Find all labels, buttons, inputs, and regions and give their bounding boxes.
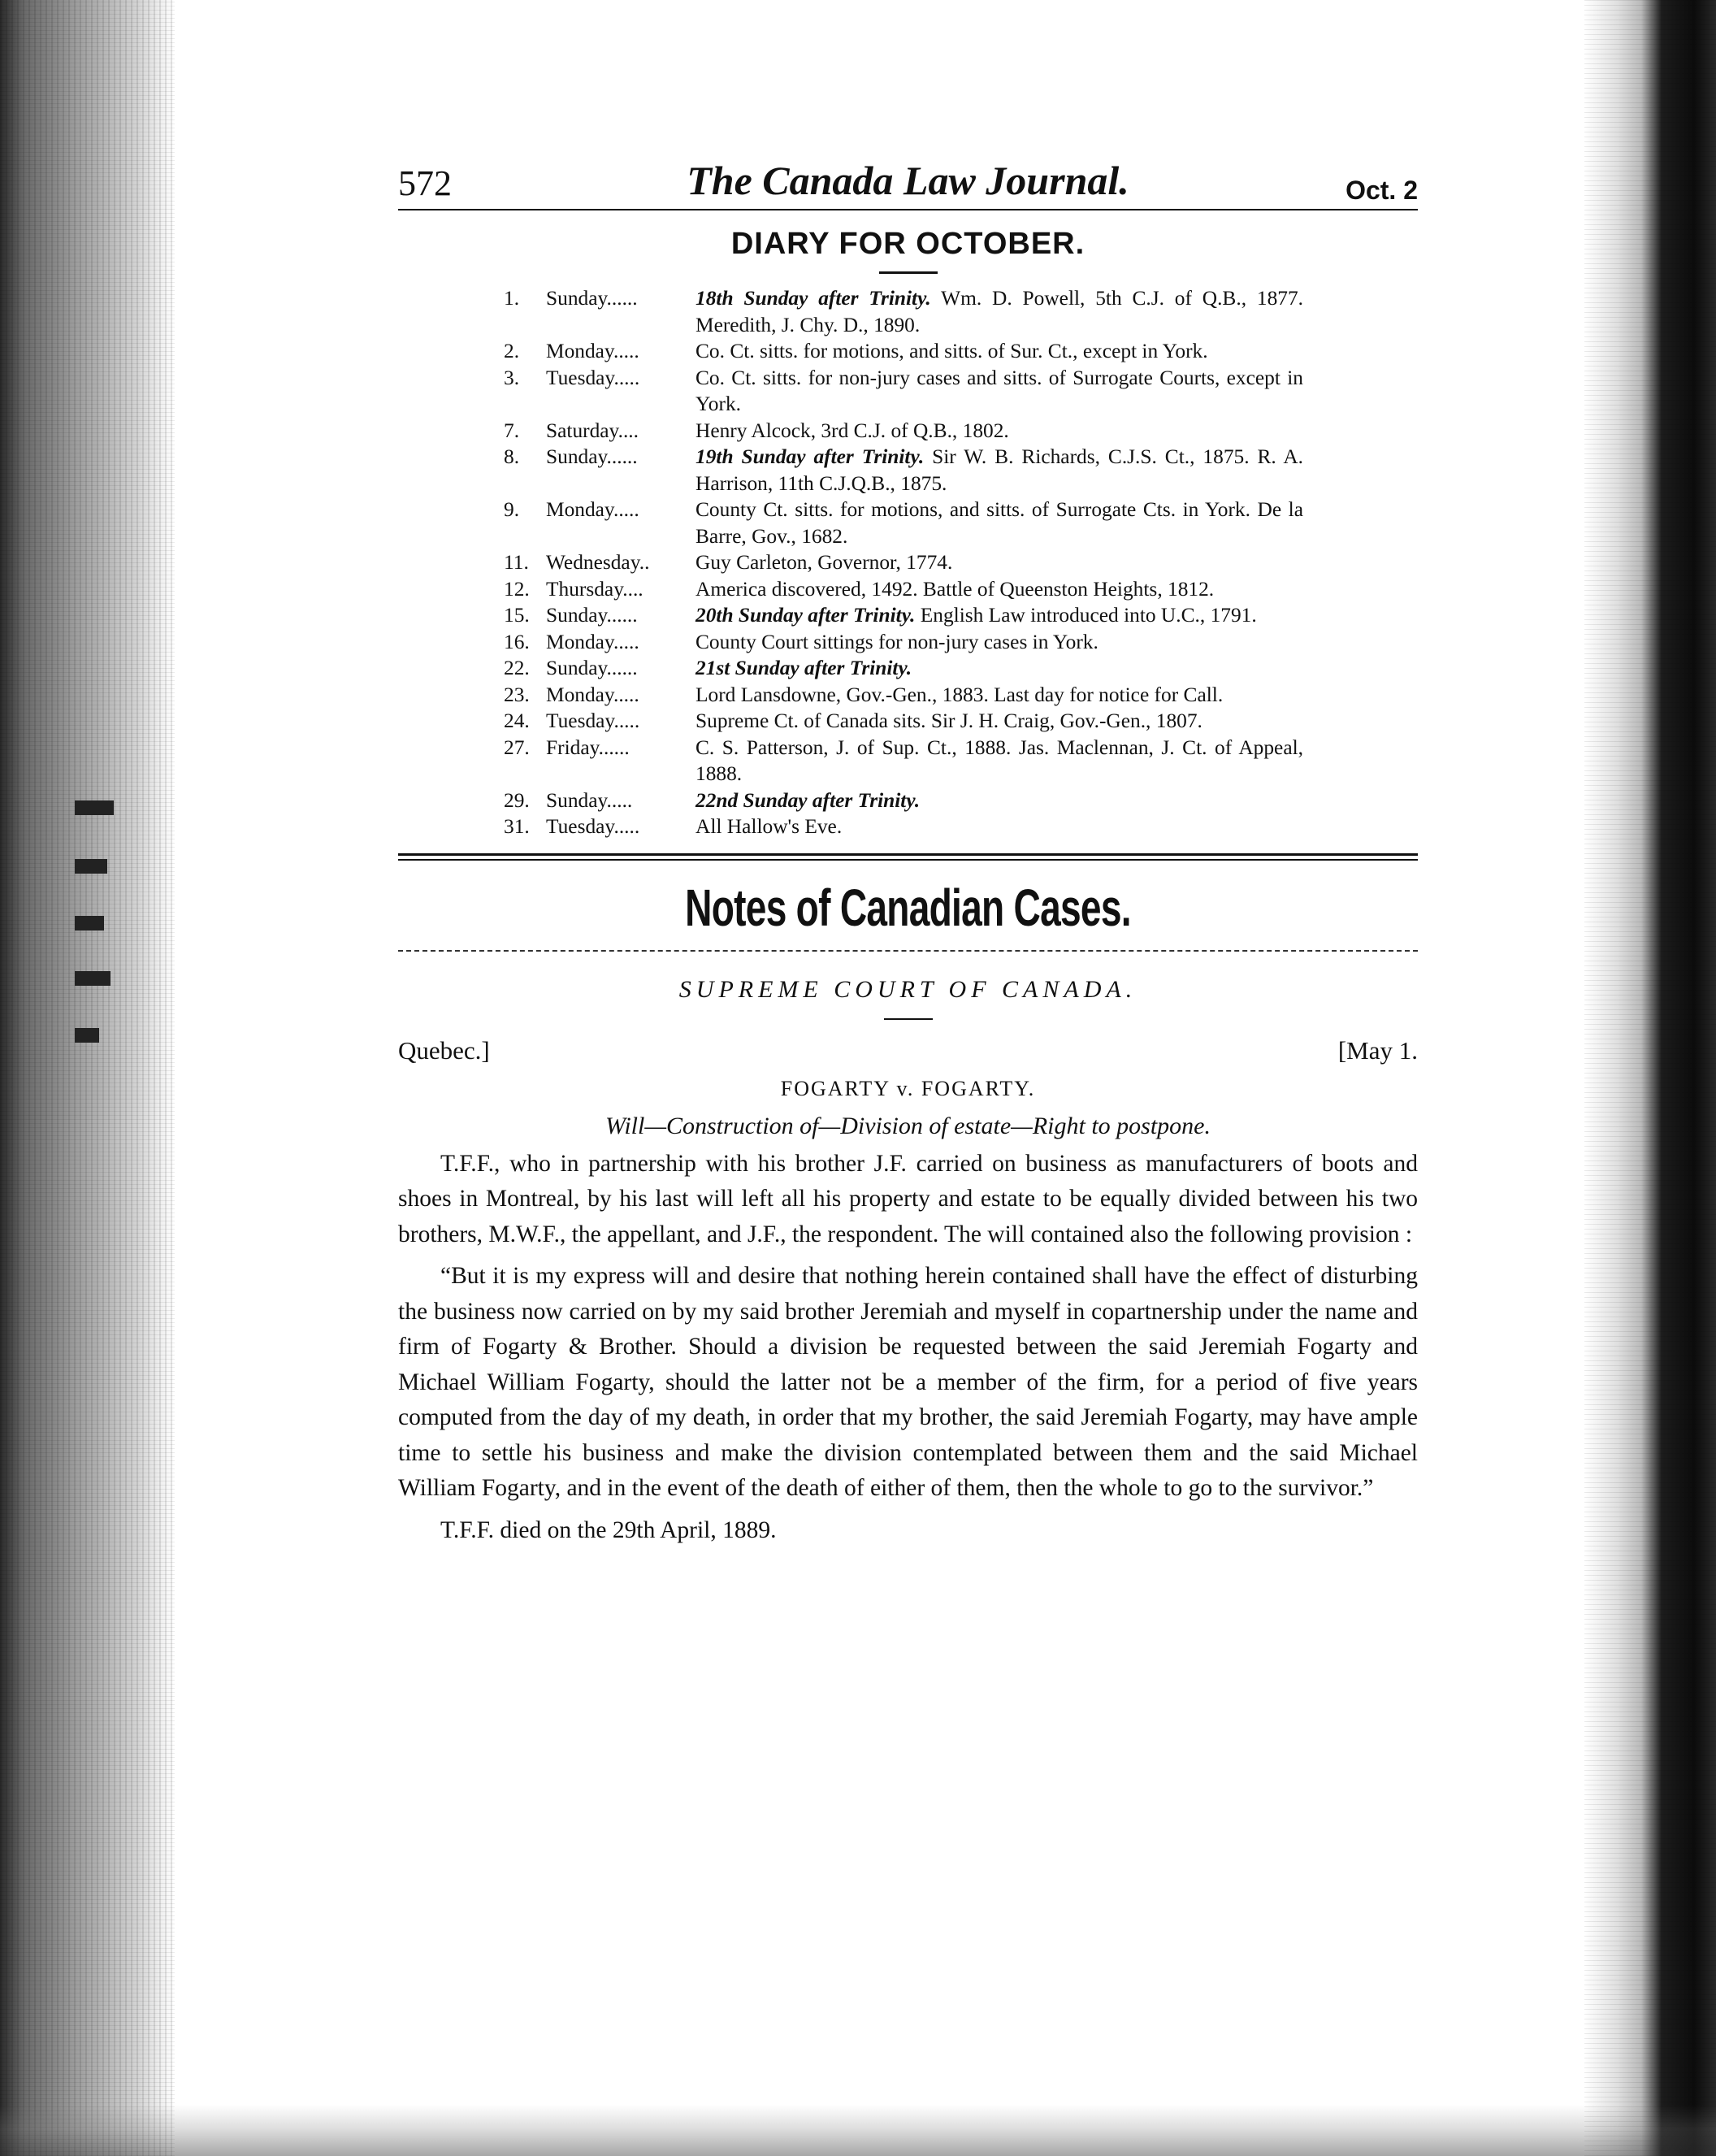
diary-entry xyxy=(504,338,1303,365)
diary-entry-text xyxy=(696,365,1303,418)
diary-entry-number: 27. xyxy=(504,735,530,759)
diary-entry-text xyxy=(696,444,1303,497)
diary-entry xyxy=(504,576,1303,603)
diary-entry-day: Wednesday.. xyxy=(546,551,650,574)
diary-entry xyxy=(504,285,1303,338)
diary-entry xyxy=(504,629,1303,656)
diary-note: Co. Ct. sitts. for non-jury cases and sitts. of Surrogate Courts, except in York. xyxy=(696,366,1303,415)
diary-entry-text xyxy=(696,735,1303,787)
diary-feast-name: 21st Sunday after Trinity. xyxy=(696,657,912,679)
diary-note: County Court sittings for non-jury cases in York. xyxy=(696,630,1098,653)
page-header xyxy=(398,158,1418,210)
diary-entry-text xyxy=(696,418,1303,445)
divider xyxy=(884,1018,933,1020)
diary-entry-number: 23. xyxy=(504,683,530,706)
diary-entry-day: Sunday...... xyxy=(546,287,638,310)
diary-entry xyxy=(504,813,1303,840)
diary-entry-text xyxy=(696,602,1303,629)
case-headnote: Will—Construction of—Division of estate—Right to postpone. xyxy=(604,1112,1211,1139)
court-name: SUPREME COURT OF CANADA. xyxy=(678,975,1138,1003)
margin-marks xyxy=(75,800,124,1061)
diary-entry-number: 3. xyxy=(504,366,520,389)
diary-note: Sir W. B. Richards, C.J.S. Ct., 1875. R. A. Harrison, 11th C.J.Q.B., 1875. xyxy=(696,445,1303,495)
diary-note: Henry Alcock, 3rd C.J. of Q.B., 1802. xyxy=(696,419,1009,442)
diary-feast-name: 20th Sunday after Trinity. xyxy=(696,604,916,627)
diary-entry xyxy=(504,549,1303,576)
diary-entry xyxy=(504,655,1303,682)
case-meta xyxy=(398,1036,1418,1072)
diary-entry-day: Tuesday..... xyxy=(546,815,640,838)
diary-entry-number: 24. xyxy=(504,709,530,732)
diary-title: DIARY FOR OCTOBER. xyxy=(730,227,1086,261)
diary-entry-number: 15. xyxy=(504,604,530,627)
diary-entry-text xyxy=(696,497,1303,549)
diary-entry-number: 8. xyxy=(504,445,520,468)
diary-note: America discovered, 1492. Battle of Queenston Heights, 1812. xyxy=(696,577,1215,601)
diary-entry-number: 16. xyxy=(504,630,530,653)
diary-entry-day: Monday..... xyxy=(546,683,639,706)
diary-entry-day: Monday..... xyxy=(546,498,639,521)
case-paragraph: T.F.F., who in partnership with his brother J.F. carried on business as manufacturers of boots and shoes in Montreal, by his last will left all his property and estate to be equally divided between his two brothers, M.W.F., the appellant, and J.F., the respondent. The will contained also the following provision : xyxy=(398,1150,1418,1247)
case-title: FOGARTY v. FOGARTY. xyxy=(780,1076,1036,1100)
diary-feast-name: 22nd Sunday after Trinity. xyxy=(696,788,921,812)
diary-entry xyxy=(504,444,1303,497)
diary-note: Guy Carleton, Governor, 1774. xyxy=(696,551,953,574)
diary-feast-name: 19th Sunday after Trinity. xyxy=(696,445,925,468)
diary-entry-text xyxy=(696,813,1303,840)
diary-note: C. S. Patterson, J. of Sup. Ct., 1888. Jas. Maclennan, J. Ct. of Appeal, 1888. xyxy=(696,735,1303,785)
diary-entry xyxy=(504,418,1303,445)
diary-note: Lord Lansdowne, Gov.-Gen., 1883. Last day for notice for Call. xyxy=(696,683,1224,706)
diary-note: Wm. D. Powell, 5th C.J. of Q.B., 1877. Meredith, J. Chy. D., 1890. xyxy=(696,287,1303,336)
journal-page xyxy=(398,158,1418,1548)
diary-entry-day: Tuesday..... xyxy=(546,366,640,389)
diary-entry-number: 1. xyxy=(504,287,520,310)
section-title: Notes of Canadian Cases. xyxy=(685,878,1131,937)
diary-entry-number: 22. xyxy=(504,657,530,679)
case-paragraph: “But it is my express will and desire that nothing herein contained shall have the effect of disturbing the business now carried on by my said brother Jeremiah and myself in copartnership under the name and firm of Fogarty & Brother. Should a division be requested between the said Jeremiah Fogarty and Michael William Fogarty, should the latter not be a member of the firm, for a period of five years computed from the day of my death, in order that my brother, the said Jeremiah Fogarty, may have ample time to settle his business and make the division contemplated between them and the said Michael William Fogarty, and in the event of the death of either of them, then the whole to go to the survivor.” xyxy=(398,1263,1418,1501)
diary-feast-name: 18th Sunday after Trinity. xyxy=(696,287,931,310)
diary-entry-text xyxy=(696,787,1303,814)
case-paragraph: T.F.F. died on the 29th April, 1889. xyxy=(440,1516,777,1543)
page-number: 572 xyxy=(398,163,452,203)
scan-right-edge xyxy=(1584,0,1716,2156)
diary-entry-text xyxy=(696,576,1303,603)
diary-entry-text xyxy=(696,655,1303,682)
diary-entry-number: 29. xyxy=(504,788,530,812)
diary-entry-day: Sunday...... xyxy=(546,445,638,468)
case-body xyxy=(398,1147,1418,1549)
scan-left-edge xyxy=(0,0,175,2156)
diary-entry-day: Sunday..... xyxy=(546,788,633,812)
diary-entry-day: Saturday.... xyxy=(546,419,639,442)
diary-entry xyxy=(504,497,1303,549)
issue-date: Oct. 2 xyxy=(1346,176,1418,205)
diary-entry-text xyxy=(696,549,1303,576)
diary-entry-day: Sunday...... xyxy=(546,657,638,679)
diary-entry-number: 11. xyxy=(504,551,529,574)
diary-entry-day: Monday..... xyxy=(546,630,639,653)
journal-title: The Canada Law Journal. xyxy=(687,158,1129,203)
diary-entry-text xyxy=(696,629,1303,656)
diary-entry-number: 2. xyxy=(504,340,520,362)
scan-bottom-edge xyxy=(0,2105,1716,2156)
diary-entry-day: Thursday.... xyxy=(546,577,644,601)
diary-entry xyxy=(504,365,1303,418)
diary-entry-day: Friday...... xyxy=(546,735,630,759)
diary-list xyxy=(504,285,1303,840)
diary-entry xyxy=(504,602,1303,629)
diary-entry xyxy=(504,682,1303,709)
diary-entry-text xyxy=(696,285,1303,338)
diary-entry xyxy=(504,708,1303,735)
divider xyxy=(879,271,938,274)
diary-entry-day: Monday..... xyxy=(546,340,639,362)
diary-entry-text xyxy=(696,682,1303,709)
diary-entry-number: 31. xyxy=(504,815,530,838)
diary-note: Co. Ct. sitts. for motions, and sitts. of Sur. Ct., except in York. xyxy=(696,340,1208,362)
diary-entry-day: Sunday...... xyxy=(546,604,638,627)
diary-note: All Hallow's Eve. xyxy=(696,815,843,838)
diary-entry xyxy=(504,787,1303,814)
diary-entry-number: 9. xyxy=(504,498,520,521)
case-date: [May 1. xyxy=(1337,1035,1418,1065)
diary-entry-day: Tuesday..... xyxy=(546,709,640,732)
diary-entry-text xyxy=(696,338,1303,365)
diary-entry-number: 7. xyxy=(504,419,520,442)
case-province: Quebec.] xyxy=(398,1035,490,1065)
diary-note: County Ct. sitts. for motions, and sitts. of Surrogate Cts. in York. De la Barre, Gov., 1682. xyxy=(696,498,1303,548)
diary-entry-text xyxy=(696,708,1303,735)
diary-entry-number: 12. xyxy=(504,577,530,601)
diary-note: English Law introduced into U.C., 1791. xyxy=(915,604,1257,627)
divider xyxy=(398,950,1418,952)
diary-entry xyxy=(504,735,1303,787)
diary-note: Supreme Ct. of Canada sits. Sir J. H. Craig, Gov.-Gen., 1807. xyxy=(696,709,1202,732)
double-divider xyxy=(398,853,1418,861)
